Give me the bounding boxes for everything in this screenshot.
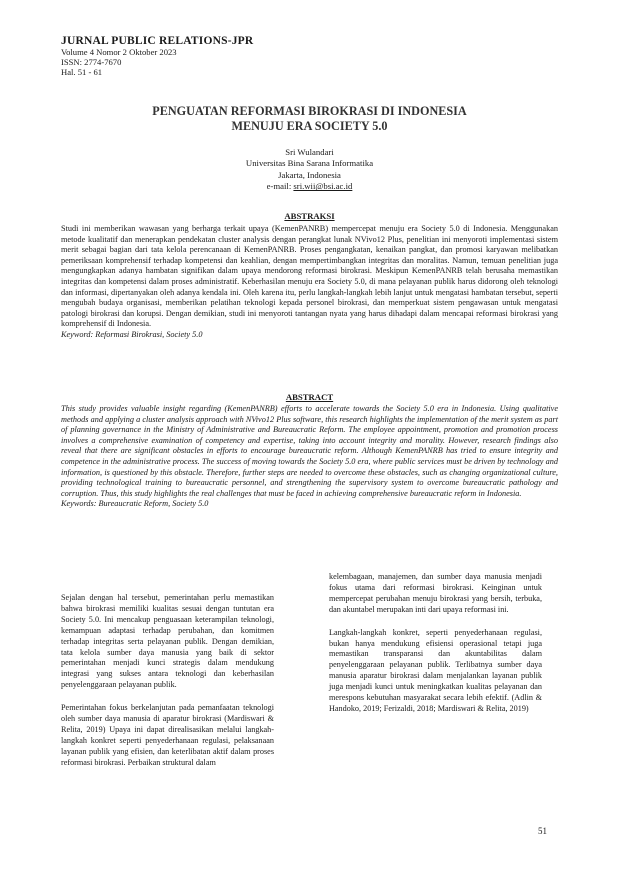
- abstraksi-body: [61, 224, 558, 341]
- journal-pages: Hal. 51 - 61: [61, 67, 103, 78]
- body-paragraph: Sejalan dengan hal tersebut, pemerintahan perlu memastikan bahwa birokrasi memiliki kualitas sesuai dengan tuntutan era Society 5.0. Ini mencakup penguasaan keterampilan teknologi, kemampuan adaptasi terhadap perubahan, dan komitmen terhadap integritas serta pelayanan publik. Dengan demikian, tata kelola sumber daya manusia yang baik di sektor pemerintahan menjadi kunci strategis dalam mendukung integrasi yang sukses antara teknologi dan keberhasilan penyelenggaraan pelayanan publik.: [61, 593, 274, 690]
- abstract-text: This study provides valuable insight regarding (KemenPANRB) efforts to accelerate towards the Society 5.0 era in Indonesia. Using qualitative methods and applying a cluster analysis approach with NVivo12 Plus software, this research highlights the implementation of the merit system as part of planning governance in the Ministry of Administrative and Bureaucratic Reform. The employee appointment, promotion and promotion process involves a comprehensive examination of competency and expertise, taking into account integrity and morality. However, research findings also reveal that there are significant obstacles in efforts to encourage bureaucratic reform. Although KemenPANRB has tried to ensure integrity and competence in the administrative process. The success of moving towards the Society 5.0 era, where public services must be driven by technology and information, is questioned by this obstacle. Therefore, further steps are needed to overcome these obstacles, such as changing organizational culture, providing technological training to bureaucratic personnel, and strengthening the supervisory system to overcome bureaucratic pathology and corruption. Thus, this study highlights the real challenges that must be faced in achieving comprehensive bureaucratic reform in Indonesia.: [61, 404, 558, 498]
- abstraksi-heading: ABSTRAKSI: [284, 211, 335, 221]
- journal-volume: Volume 4 Nomor 2 Oktober 2023: [61, 47, 177, 57]
- body-paragraph: Langkah-langkah konkret, seperti penyederhanaan regulasi, bukan hanya mendukung efisiensi operasional tetapi juga memastikan transparansi dan akuntabilitas dalam penyelenggaraan pelayanan publik. Terlibatnya sumber daya manusia aparatur birokrasi dalam menjalankan layanan publik juga menjadi kunci untuk meningkatkan kualitas pelayanan dan merespons kebutuhan masyarakat secara lebih efektif. (Adlin & Handoko, 2019; Ferizaldi, 2018; Mardiswari & Relita, 2019): [329, 627, 542, 713]
- abstract-heading: ABSTRACT: [285, 392, 334, 402]
- abstract-body: [61, 404, 558, 510]
- journal-name: JURNAL PUBLIC RELATIONS-JPR: [61, 35, 254, 47]
- author-name: Sri Wulandari: [285, 147, 334, 157]
- paper-title: [61, 104, 558, 134]
- author-block: [61, 147, 558, 193]
- body-paragraph: kelembagaan, manajemen, dan sumber daya manusia menjadi fokus utama dari reformasi birokrasi. Keinginan untuk mempercepat perubahan menuju birokrasi yang bersih, terbuka, dan akuntabel merupakan inti dari upaya reformasi ini.: [329, 572, 542, 614]
- abstract-keywords: Keywords: Bureaucratic Reform, Society 5.0: [61, 499, 209, 509]
- body-column-right: [329, 572, 542, 727]
- paper-title-line-2: MENUJU ERA SOCIETY 5.0: [231, 119, 388, 133]
- author-affiliation: Universitas Bina Sarana Informatika: [245, 158, 374, 169]
- author-city: Jakarta, Indonesia: [278, 169, 341, 180]
- abstraksi-keywords: Keyword: Reformasi Birokrasi, Society 5.0: [61, 329, 203, 339]
- abstraksi-text: Studi ini memberikan wawasan yang berharga terkait upaya (KemenPANRB) mempercepat menuju era Society 5.0 di Indonesia. Menggunakan metode kualitatif dan menerapkan pendekatan cluster analysis dengan perangkat lunak NVivo12 Plus, penelitian ini menyoroti implementasi sistem merit sebagai bagian dari tata kelola perencanaan di KemenPANRB. Proses pengangkatan, kenaikan pangkat, dan promosi karyawan melibatkan pemeriksaan komprehensif terhadap kompetensi dan keahlian, dengan mempertimbangkan integritas dan moralitas. Namun, temuan penelitian juga mengungkapkan adanya hambatan signifikan dalam upaya mendorong reformasi birokrasi. Meskipun KemenPANRB telah berusaha memastikan integritas dan kompetensi dalam proses administratif. Keberhasilan menuju era Society 5.0, di mana pelayanan publik harus didorong oleh teknologi dan informasi, dipertanyakan oleh adanya kendala ini. Oleh karena itu, perlu langkah-langkah lebih lanjut untuk mengatasi hambatan tersebut, seperti mengubah budaya organisasi, memberikan pelatihan teknologi kepada personel birokrasi, dan memperkuat sistem pengawasan untuk mengatasi patologi birokrasi dan korupsi. Dengan demikian, studi ini menyoroti tantangan nyata yang harus dihadapi dalam mencapai reformasi birokrasi yang komprehensif di Indonesia.: [61, 224, 558, 329]
- email-label: e-mail:: [266, 181, 294, 192]
- email-link[interactable]: sri.wii@bsi.ac.id: [293, 181, 353, 192]
- body-paragraph: Pemerintahan fokus berkelanjutan pada pemanfaatan teknologi oleh sumber daya manusia di aparatur birokrasi (Mardiswari & Relita, 2019) Upaya ini dapat direalisasikan melalui langkah-langkah konkret seperti penyederhanaan regulasi, pelaksanaan layanan publik yang efisien, dan keterlibatan aktif dalam proses reformasi birokrasi. Perbaikan struktural dalam: [61, 703, 274, 767]
- page-number: 51: [538, 826, 547, 836]
- journal-issn: ISSN: 2774-7670: [61, 57, 122, 68]
- journal-header: [61, 35, 253, 78]
- body-column-left: [61, 593, 274, 781]
- author-email-line: [61, 181, 558, 192]
- paper-title-line-1: PENGUATAN REFORMASI BIROKRASI DI INDONESIA: [152, 104, 467, 118]
